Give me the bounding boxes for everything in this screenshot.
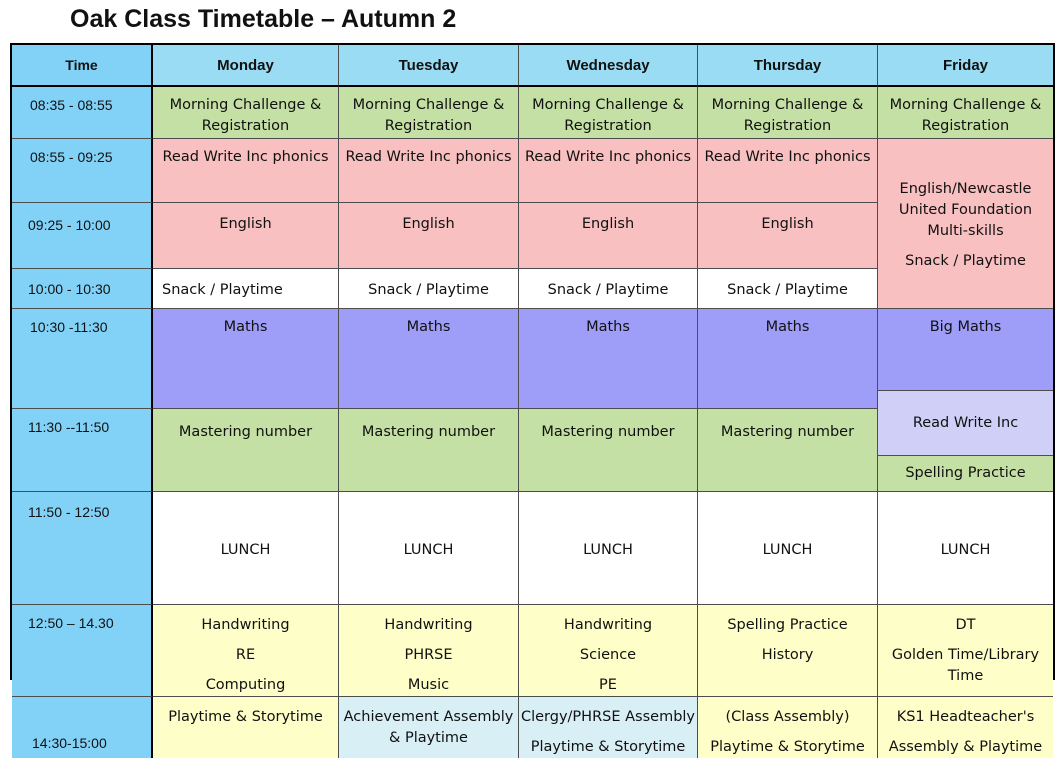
cell-tuesday-end: Achievement Assembly & Playtime	[339, 697, 519, 758]
header-wednesday: Wednesday	[519, 45, 698, 87]
cell-thursday-afternoon: Spelling Practice History	[698, 605, 878, 697]
cell-thursday-maths: Maths	[698, 309, 878, 409]
cell-monday-lunch: LUNCH	[153, 492, 339, 605]
cell-tuesday-snack: Snack / Playtime	[339, 269, 519, 309]
cell-monday-maths: Maths	[153, 309, 339, 409]
cell-wednesday-registration: Morning Challenge & Registration	[519, 87, 698, 139]
time-slot: 08:55 - 09:25	[12, 139, 153, 203]
cell-wednesday-end: Clergy/PHRSE Assembly Playtime & Storytime	[519, 697, 698, 758]
cell-monday-registration: Morning Challenge & Registration	[153, 87, 339, 139]
cell-thursday-registration: Morning Challenge & Registration	[698, 87, 878, 139]
cell-monday-afternoon: Handwriting RE Computing	[153, 605, 339, 697]
cell-monday-snack: Snack / Playtime	[153, 269, 339, 309]
cell-monday-end: Playtime & Storytime	[153, 697, 339, 758]
cell-thursday-snack: Snack / Playtime	[698, 269, 878, 309]
header-friday: Friday	[878, 45, 1053, 87]
cell-friday-registration: Morning Challenge & Registration	[878, 87, 1053, 139]
cell-tuesday-lunch: LUNCH	[339, 492, 519, 605]
cell-wednesday-mastering: Mastering number	[519, 409, 698, 492]
cell-thursday-mastering: Mastering number	[698, 409, 878, 492]
cell-friday-spelling: Spelling Practice	[878, 456, 1053, 492]
cell-friday-end: KS1 Headteacher's Assembly & Playtime	[878, 697, 1053, 758]
cell-tuesday-english: English	[339, 203, 519, 269]
cell-friday-afternoon: DT Golden Time/Library Time	[878, 605, 1053, 697]
header-monday: Monday	[153, 45, 339, 87]
cell-wednesday-phonics: Read Write Inc phonics	[519, 139, 698, 203]
time-slot: 08:35 - 08:55	[12, 87, 153, 139]
cell-thursday-english: English	[698, 203, 878, 269]
time-slot: 11:50 - 12:50	[12, 492, 153, 605]
cell-tuesday-afternoon: Handwriting PHRSE Music	[339, 605, 519, 697]
cell-tuesday-mastering: Mastering number	[339, 409, 519, 492]
cell-wednesday-afternoon: Handwriting Science PE	[519, 605, 698, 697]
header-thursday: Thursday	[698, 45, 878, 87]
cell-monday-mastering: Mastering number	[153, 409, 339, 492]
cell-monday-phonics: Read Write Inc phonics	[153, 139, 339, 203]
cell-tuesday-registration: Morning Challenge & Registration	[339, 87, 519, 139]
cell-friday-lunch: LUNCH	[878, 492, 1053, 605]
cell-wednesday-lunch: LUNCH	[519, 492, 698, 605]
header-tuesday: Tuesday	[339, 45, 519, 87]
cell-wednesday-snack: Snack / Playtime	[519, 269, 698, 309]
header-time: Time	[12, 45, 153, 87]
timetable-grid	[10, 43, 1055, 755]
time-slot: 09:25 - 10:00	[12, 203, 153, 269]
time-slot: 10:00 - 10:30	[12, 269, 153, 309]
time-slot: 11:30 --11:50	[12, 409, 153, 492]
time-slot: 10:30 -11:30	[12, 309, 153, 409]
page-title: Oak Class Timetable – Autumn 2	[70, 5, 457, 33]
cell-thursday-phonics: Read Write Inc phonics	[698, 139, 878, 203]
time-slot: 12:50 – 14.30	[12, 605, 153, 697]
cell-tuesday-maths: Maths	[339, 309, 519, 409]
cell-wednesday-english: English	[519, 203, 698, 269]
cell-wednesday-maths: Maths	[519, 309, 698, 409]
time-slot: 14:30-15:00	[12, 697, 153, 758]
cell-friday-big-maths: Big Maths	[878, 309, 1053, 391]
cell-friday-read-write: Read Write Inc	[878, 391, 1053, 456]
cell-friday-english-block: English/Newcastle United Foundation Multi-skills Snack / Playtime	[878, 139, 1053, 309]
cell-thursday-lunch: LUNCH	[698, 492, 878, 605]
cell-thursday-end: (Class Assembly) Playtime & Storytime	[698, 697, 878, 758]
cell-tuesday-phonics: Read Write Inc phonics	[339, 139, 519, 203]
cell-monday-english: English	[153, 203, 339, 269]
